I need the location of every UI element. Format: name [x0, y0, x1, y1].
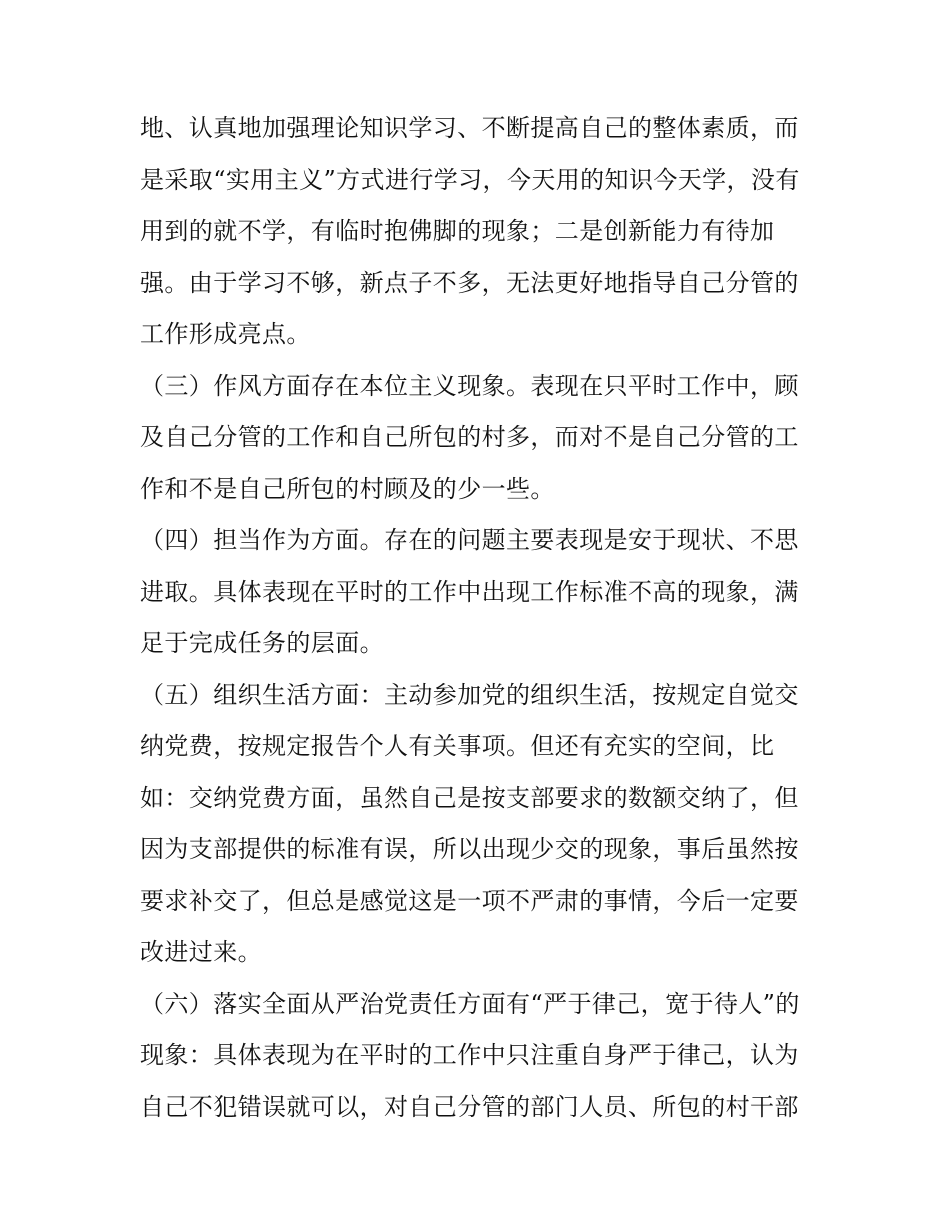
section-heading-5: （五）组织生活方面：主动参加党的组织生活，按规定自觉交 [140, 680, 799, 709]
section-heading-3: （三）作风方面存在本位主义现象。表现在只平时工作中，顾 [140, 371, 799, 400]
text-line: 自己不犯错误就可以，对自己分管的部门人员、所包的村干部 [140, 1092, 799, 1121]
document-body [140, 103, 820, 1133]
section-heading-4: （四）担当作为方面。存在的问题主要表现是安于现状、不思 [140, 526, 799, 554]
text-line: 进取。具体表现在平时的工作中出现工作标准不高的现象，满 [140, 577, 799, 606]
text-line: 用到的就不学，有临时抱佛脚的现象；二是创新能力有待加 [140, 217, 775, 245]
section-heading-6: （六）落实全面从严治党责任方面有“严于律己，宽于待人”的 [140, 989, 800, 1018]
text-line: 足于完成任务的层面。 [140, 629, 384, 657]
text-line: 要求补交了，但总是感觉这是一项不严肃的事情，今后一定要 [140, 886, 799, 915]
text-line: 工作形成亮点。 [140, 320, 311, 348]
text-line: 及自己分管的工作和自己所包的村多，而对不是自己分管的工 [140, 423, 799, 451]
text-line: 地、认真地加强理论知识学习、不断提高自己的整体素质，而 [140, 114, 799, 142]
text-line: 作和不是自己所包的村顾及的少一些。 [140, 474, 555, 503]
text-line: 纳党费，按规定报告个人有关事项。但还有充实的空间，比 [140, 732, 775, 760]
text-line: 现象：具体表现为在平时的工作中只注重自身严于律己，认为 [140, 1041, 799, 1069]
text-line: 因为支部提供的标准有误，所以出现少交的现象，事后虽然按 [140, 835, 799, 863]
text-line: 是采取“实用主义”方式进行学习，今天用的知识今天学，没有 [140, 165, 800, 194]
text-line: 改进过来。 [140, 938, 262, 966]
text-line: 强。由于学习不够，新点子不多，无法更好地指导自己分管的 [140, 268, 799, 297]
text-line: 如：交纳党费方面，虽然自己是按支部要求的数额交纳了，但 [140, 783, 799, 812]
